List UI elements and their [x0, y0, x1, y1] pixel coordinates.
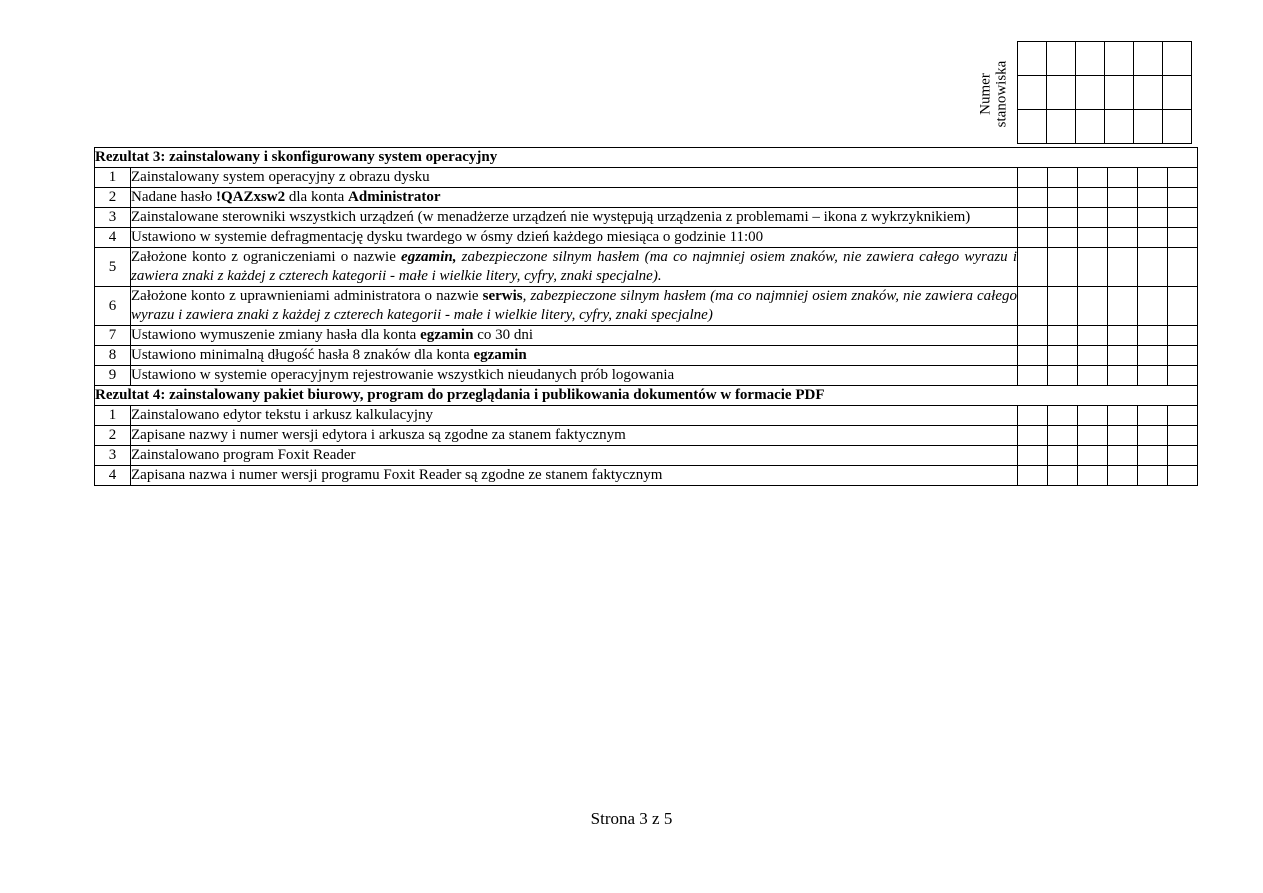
row-description — [131, 228, 1018, 248]
score-box[interactable] — [1078, 188, 1108, 208]
score-box[interactable] — [1168, 366, 1198, 386]
description-text: dla konta — [285, 189, 349, 205]
station-number-box[interactable] — [1105, 110, 1134, 144]
description-text: serwis — [482, 288, 523, 304]
row-number: 6 — [95, 287, 131, 326]
station-number-box[interactable] — [1076, 42, 1105, 76]
description-text: Zainstalowany system operacyjny z obrazu dysku — [131, 169, 430, 185]
score-box[interactable] — [1078, 466, 1108, 486]
table-row — [95, 466, 1198, 486]
description-text: co 30 dni — [473, 327, 534, 343]
score-box[interactable] — [1018, 426, 1048, 446]
score-box[interactable] — [1108, 346, 1138, 366]
station-number-box[interactable] — [1163, 76, 1192, 110]
score-box[interactable] — [1108, 228, 1138, 248]
score-box[interactable] — [1168, 208, 1198, 228]
score-box[interactable] — [1108, 446, 1138, 466]
description-text: egzamin, — [401, 249, 457, 265]
score-box[interactable] — [1048, 326, 1078, 346]
description-text: Nadane hasło — [131, 189, 216, 205]
score-box[interactable] — [1078, 228, 1108, 248]
description-text: Ustawiono wymuszenie zmiany hasła dla konta — [131, 327, 421, 343]
row-number: 9 — [95, 366, 131, 386]
score-box[interactable] — [1078, 426, 1108, 446]
score-box[interactable] — [1168, 426, 1198, 446]
score-box[interactable] — [1138, 287, 1168, 326]
score-box[interactable] — [1108, 248, 1138, 287]
description-text: Zapisane nazwy i numer wersji edytora i arkusza są zgodne za stanem faktycznym — [131, 427, 626, 443]
score-box[interactable] — [1078, 326, 1108, 346]
row-number: 1 — [95, 168, 131, 188]
row-number: 2 — [95, 426, 131, 446]
score-box[interactable] — [1138, 248, 1168, 287]
score-box[interactable] — [1078, 168, 1108, 188]
table-row — [95, 326, 1198, 346]
page-number: Strona 3 z 5 — [590, 809, 673, 828]
description-text: zabezpieczone silnym hasłem (ma co najmniej osiem znaków, nie zawiera całego wyrazu i zawiera znaki z każdej z czterech kategorii - małe i wielkie litery, cyfry, znaki specjalne). — [131, 249, 1017, 284]
score-box[interactable] — [1168, 188, 1198, 208]
description-text: Zainstalowane sterowniki wszystkich urządzeń (w menadżerze urządzeń nie występują urządzenia z problemami – ikona z wykrzyknikiem) — [131, 209, 971, 225]
score-box[interactable] — [1048, 228, 1078, 248]
row-description — [131, 168, 1018, 188]
score-box[interactable] — [1018, 366, 1048, 386]
score-box[interactable] — [1078, 248, 1108, 287]
row-number: 3 — [95, 208, 131, 228]
description-text: Ustawiono w systemie operacyjnym rejestrowanie wszystkich nieudanych prób logowania — [131, 367, 675, 383]
row-description — [131, 466, 1018, 486]
score-box[interactable] — [1018, 406, 1048, 426]
station-number-grid — [1017, 41, 1192, 144]
row-description — [131, 208, 1018, 228]
row-number: 7 — [95, 326, 131, 346]
station-number-box[interactable] — [1047, 110, 1076, 144]
table-row — [95, 228, 1198, 248]
station-number-box[interactable] — [1076, 76, 1105, 110]
score-box[interactable] — [1138, 346, 1168, 366]
description-text: Zapisana nazwa i numer wersji programu Foxit Reader są zgodne ze stanem faktycznym — [131, 467, 663, 483]
table-row — [95, 287, 1198, 326]
assessment-table — [94, 147, 1198, 486]
score-box[interactable] — [1168, 168, 1198, 188]
table-row — [95, 188, 1198, 208]
row-number: 1 — [95, 406, 131, 426]
row-description — [131, 188, 1018, 208]
score-box[interactable] — [1138, 228, 1168, 248]
score-box[interactable] — [1138, 406, 1168, 426]
score-box[interactable] — [1108, 426, 1138, 446]
score-box[interactable] — [1018, 287, 1048, 326]
table-row — [95, 446, 1198, 466]
station-number-box[interactable] — [1105, 42, 1134, 76]
score-box[interactable] — [1048, 208, 1078, 228]
section-header-row — [95, 386, 1198, 406]
score-box[interactable] — [1018, 446, 1048, 466]
score-box[interactable] — [1108, 168, 1138, 188]
row-number: 2 — [95, 188, 131, 208]
station-number-box[interactable] — [1047, 76, 1076, 110]
station-number-box[interactable] — [1018, 110, 1047, 144]
section-header-row — [95, 148, 1198, 168]
station-number-box[interactable] — [1163, 110, 1192, 144]
score-box[interactable] — [1108, 287, 1138, 326]
station-number-box[interactable] — [1047, 42, 1076, 76]
row-description — [131, 287, 1018, 326]
description-text: Założone konto z ograniczeniami o nazwie — [131, 249, 402, 265]
score-box[interactable] — [1138, 326, 1168, 346]
description-text: egzamin — [473, 347, 527, 363]
table-row — [95, 248, 1198, 287]
description-text: Założone konto z uprawnieniami administratora o nazwie — [131, 288, 483, 304]
score-box[interactable] — [1048, 446, 1078, 466]
score-box[interactable] — [1048, 406, 1078, 426]
description-text: Zainstalowano program Foxit Reader — [131, 447, 356, 463]
score-box[interactable] — [1168, 228, 1198, 248]
score-box[interactable] — [1048, 426, 1078, 446]
score-box[interactable] — [1078, 208, 1108, 228]
description-text: Administrator — [348, 189, 441, 205]
score-box[interactable] — [1108, 466, 1138, 486]
station-number-box[interactable] — [1018, 42, 1047, 76]
table-row — [95, 346, 1198, 366]
score-box[interactable] — [1048, 248, 1078, 287]
station-label-line1: Numer — [977, 72, 994, 115]
table-row — [95, 168, 1198, 188]
station-number-block — [970, 41, 1197, 146]
description-text: Zainstalowano edytor tekstu i arkusz kalkulacyjny — [131, 407, 433, 423]
row-number: 5 — [95, 248, 131, 287]
score-box[interactable] — [1018, 248, 1048, 287]
score-box[interactable] — [1018, 326, 1048, 346]
row-description — [131, 446, 1018, 466]
score-box[interactable] — [1138, 366, 1168, 386]
score-box[interactable] — [1168, 287, 1198, 326]
station-number-label — [970, 41, 1017, 146]
score-box[interactable] — [1018, 466, 1048, 486]
score-box[interactable] — [1138, 168, 1168, 188]
description-text: !QAZxsw2 — [215, 189, 286, 205]
score-box[interactable] — [1048, 466, 1078, 486]
station-number-box[interactable] — [1134, 42, 1163, 76]
score-box[interactable] — [1138, 446, 1168, 466]
score-box[interactable] — [1108, 406, 1138, 426]
score-box[interactable] — [1168, 248, 1198, 287]
score-box[interactable] — [1078, 366, 1108, 386]
score-box[interactable] — [1138, 188, 1168, 208]
row-description — [131, 248, 1018, 287]
score-box[interactable] — [1168, 406, 1198, 426]
score-box[interactable] — [1018, 188, 1048, 208]
row-description — [131, 426, 1018, 446]
score-box[interactable] — [1168, 346, 1198, 366]
row-number: 8 — [95, 346, 131, 366]
score-box[interactable] — [1078, 346, 1108, 366]
row-number: 3 — [95, 446, 131, 466]
table-row — [95, 426, 1198, 446]
score-box[interactable] — [1018, 168, 1048, 188]
row-description — [131, 346, 1018, 366]
score-box[interactable] — [1108, 366, 1138, 386]
score-box[interactable] — [1048, 287, 1078, 326]
score-box[interactable] — [1138, 426, 1168, 446]
score-box[interactable] — [1078, 287, 1108, 326]
station-number-box[interactable] — [1134, 110, 1163, 144]
score-box[interactable] — [1078, 446, 1108, 466]
station-number-box[interactable] — [1134, 76, 1163, 110]
description-text: , zabezpieczone silnym hasłem (ma co najmniej osiem znaków, nie zawiera całego wyrazu i zawiera znaki z każdej z czterech kategorii - małe i wielkie litery, cyfry, znaki specjalne) — [131, 288, 1017, 323]
score-box[interactable] — [1138, 208, 1168, 228]
station-number-box[interactable] — [1076, 110, 1105, 144]
score-box[interactable] — [1018, 346, 1048, 366]
row-number: 4 — [95, 228, 131, 248]
score-box[interactable] — [1078, 406, 1108, 426]
score-box[interactable] — [1138, 466, 1168, 486]
table-row — [95, 208, 1198, 228]
description-text: egzamin — [420, 327, 474, 343]
score-box[interactable] — [1168, 326, 1198, 346]
table-row — [95, 406, 1198, 426]
score-box[interactable] — [1108, 188, 1138, 208]
score-box[interactable] — [1048, 346, 1078, 366]
description-text: Ustawiono minimalną długość hasła 8 znaków dla konta — [131, 347, 474, 363]
section-title: Rezultat 3: zainstalowany i skonfigurowany system operacyjny — [95, 148, 1198, 168]
row-description — [131, 326, 1018, 346]
score-box[interactable] — [1168, 466, 1198, 486]
row-number: 4 — [95, 466, 131, 486]
station-number-box[interactable] — [1163, 42, 1192, 76]
score-box[interactable] — [1018, 208, 1048, 228]
score-box[interactable] — [1048, 168, 1078, 188]
score-box[interactable] — [1168, 446, 1198, 466]
table-row — [95, 366, 1198, 386]
row-description — [131, 366, 1018, 386]
row-description — [131, 406, 1018, 426]
section-title: Rezultat 4: zainstalowany pakiet biurowy, program do przeglądania i publikowania dokumentów w formacie PDF — [95, 386, 1198, 406]
score-box[interactable] — [1108, 326, 1138, 346]
station-number-box[interactable] — [1018, 76, 1047, 110]
station-label-line2: stanowiska — [993, 60, 1010, 127]
score-box[interactable] — [1048, 366, 1078, 386]
score-box[interactable] — [1018, 228, 1048, 248]
score-box[interactable] — [1108, 208, 1138, 228]
score-box[interactable] — [1048, 188, 1078, 208]
description-text: Ustawiono w systemie defragmentację dysku twardego w ósmy dzień każdego miesiąca o godzinie 11:00 — [131, 229, 764, 245]
station-number-box[interactable] — [1105, 76, 1134, 110]
